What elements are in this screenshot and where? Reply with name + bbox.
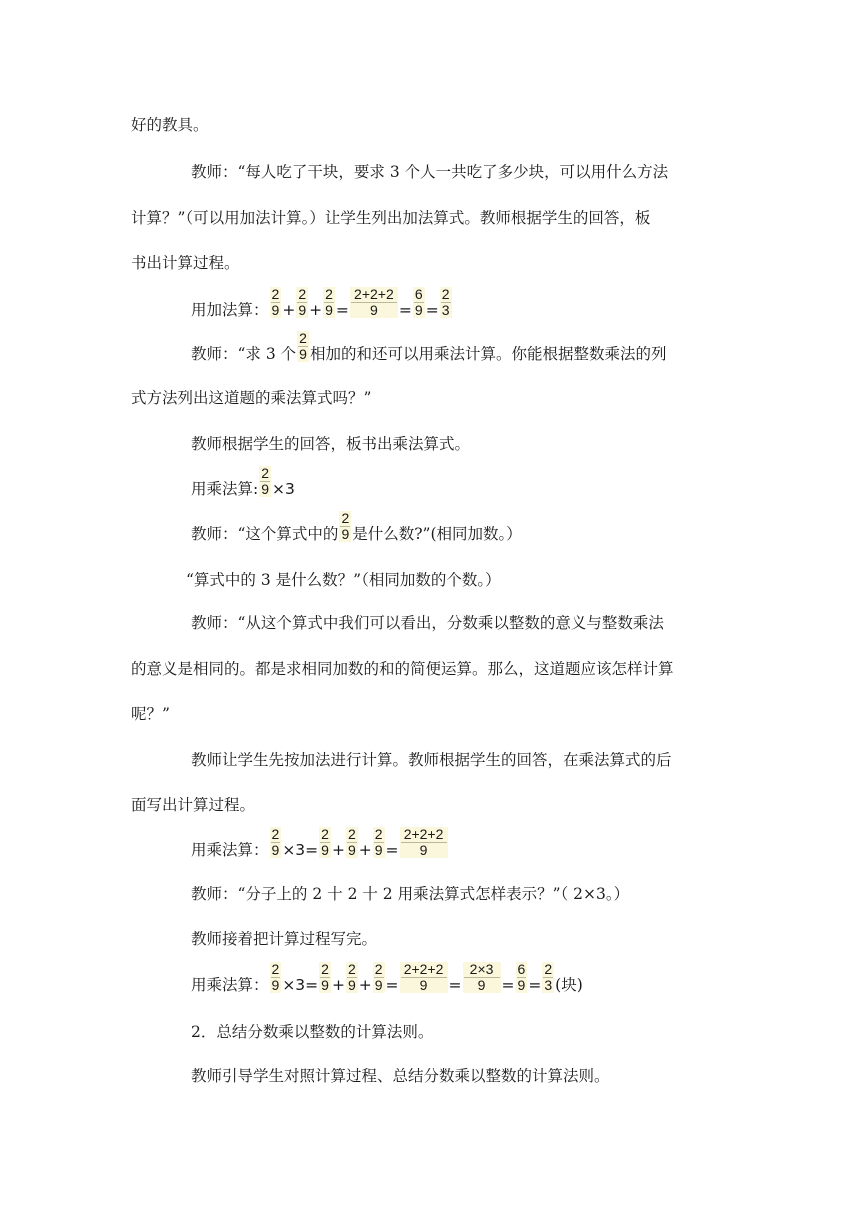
- fraction: $\frac{6}{9}$: [414, 286, 423, 318]
- times-three-equals: ×3=: [282, 976, 319, 994]
- times-three: ×3: [272, 480, 295, 498]
- fraction: $\frac{2}{9}$: [347, 961, 356, 993]
- fraction: $\frac{2}{9}$: [374, 961, 383, 993]
- fraction: $\frac{2}{9}$: [325, 286, 333, 318]
- text-line: 计算？”（可以用加法计算。）让学生列出加法算式。教师根据学生的回答，板: [131, 209, 651, 227]
- addition-formula: [191, 287, 453, 320]
- fraction: $\frac{2}{9}$: [347, 826, 356, 858]
- fraction: $\frac{2}{3}$: [441, 286, 450, 318]
- text-line: 呢？”: [131, 705, 170, 723]
- text-line: [191, 511, 522, 544]
- text-line: 教师：“分子上的 2 十 2 十 2 用乘法算式怎样表示？”（ 2×3。）: [191, 885, 630, 903]
- equals-sign: =: [501, 976, 515, 994]
- section-heading: 2．总结分数乘以整数的计算法则。: [191, 1023, 434, 1041]
- equals-sign: =: [398, 301, 412, 319]
- equals-sign: =: [335, 301, 349, 319]
- plus-sign: +: [282, 301, 296, 319]
- fraction: $\frac{2}{9}$: [321, 961, 329, 993]
- fraction: $\frac{2}{9}$: [374, 826, 383, 858]
- text-line: 式方法列出这道题的乘法算式吗？”: [131, 389, 372, 407]
- addition-label: 用加法算：: [191, 301, 269, 319]
- equals-sign: =: [528, 976, 542, 994]
- text-line: [191, 331, 666, 364]
- text-line: 的意义是相同的。都是求相同加数的和的简便运算。那么，这道题应该怎样计算: [131, 660, 674, 678]
- text-segment: 教师：“这个算式中的: [191, 525, 339, 543]
- fraction: $\frac{2\times 3}{9}$: [463, 962, 501, 993]
- fraction: $\frac{2+2+2}{9}$: [400, 827, 448, 858]
- text-line: 教师让学生先按加法进行计算。教师根据学生的回答，在乘法算式的后: [191, 751, 672, 769]
- fraction: $\frac{2}{9}$: [271, 286, 280, 318]
- plus-sign: +: [309, 301, 323, 319]
- fraction: $\frac{2}{9}$: [341, 510, 350, 542]
- plus-sign: +: [358, 841, 372, 859]
- text-line: 教师根据学生的回答，板书出乘法算式。: [191, 435, 471, 453]
- unit-label: (块): [555, 976, 583, 994]
- fraction: $\frac{2}{3}$: [544, 961, 553, 993]
- times-three-equals: ×3=: [282, 841, 319, 859]
- fraction: $\frac{2+2+2}{9}$: [400, 962, 448, 993]
- text-line: 面写出计算过程。: [131, 796, 256, 814]
- fraction: $\frac{2}{9}$: [261, 465, 270, 497]
- multiplication-label: 用乘法算：: [191, 976, 269, 994]
- fraction: $\frac{6}{9}$: [517, 961, 526, 993]
- text-line: 教师：“从这个算式中我们可以看出，分数乘以整数的意义与整数乘法: [191, 614, 664, 632]
- fraction: $\frac{2}{9}$: [271, 826, 280, 858]
- plus-sign: +: [331, 841, 345, 859]
- multiplication-formula: [191, 466, 295, 499]
- multiplication-label: 用乘法算:: [191, 480, 259, 498]
- text-segment: 是什么数?”(相同加数。）: [352, 525, 522, 543]
- equals-sign: =: [385, 841, 399, 859]
- multiplication-label: 用乘法算：: [191, 841, 269, 859]
- text-line: 教师引导学生对照计算过程、总结分数乘以整数的计算法则。: [191, 1067, 610, 1085]
- text-segment: 教师：“求 3 个: [191, 345, 297, 363]
- text-line: 好的教具。: [131, 116, 209, 134]
- fraction: $\frac{2}{9}$: [271, 961, 280, 993]
- fraction: $\frac{2}{9}$: [321, 826, 329, 858]
- text-line: 书出计算过程。: [131, 254, 240, 272]
- plus-sign: +: [358, 976, 372, 994]
- equals-sign: =: [385, 976, 399, 994]
- fraction: $\frac{2}{9}$: [298, 286, 307, 318]
- fraction: $\frac{2+2+2}{9}$: [350, 287, 398, 318]
- equals-sign: =: [425, 301, 439, 319]
- multiplication-formula: [191, 827, 449, 860]
- fraction: $\frac{2}{9}$: [299, 330, 307, 362]
- equals-sign: =: [448, 976, 462, 994]
- text-line: “算式中的 3 是什么数？”（相同加数的个数。）: [186, 571, 501, 589]
- text-segment: 相加的和还可以用乘法计算。你能根据整数乘法的列: [309, 345, 667, 363]
- multiplication-formula: [191, 962, 583, 995]
- text-line: 教师：“每人吃了干块，要求 3 个人一共吃了多少块，可以用什么方法: [191, 163, 669, 181]
- text-line: 教师接着把计算过程写完。: [191, 930, 378, 948]
- plus-sign: +: [331, 976, 345, 994]
